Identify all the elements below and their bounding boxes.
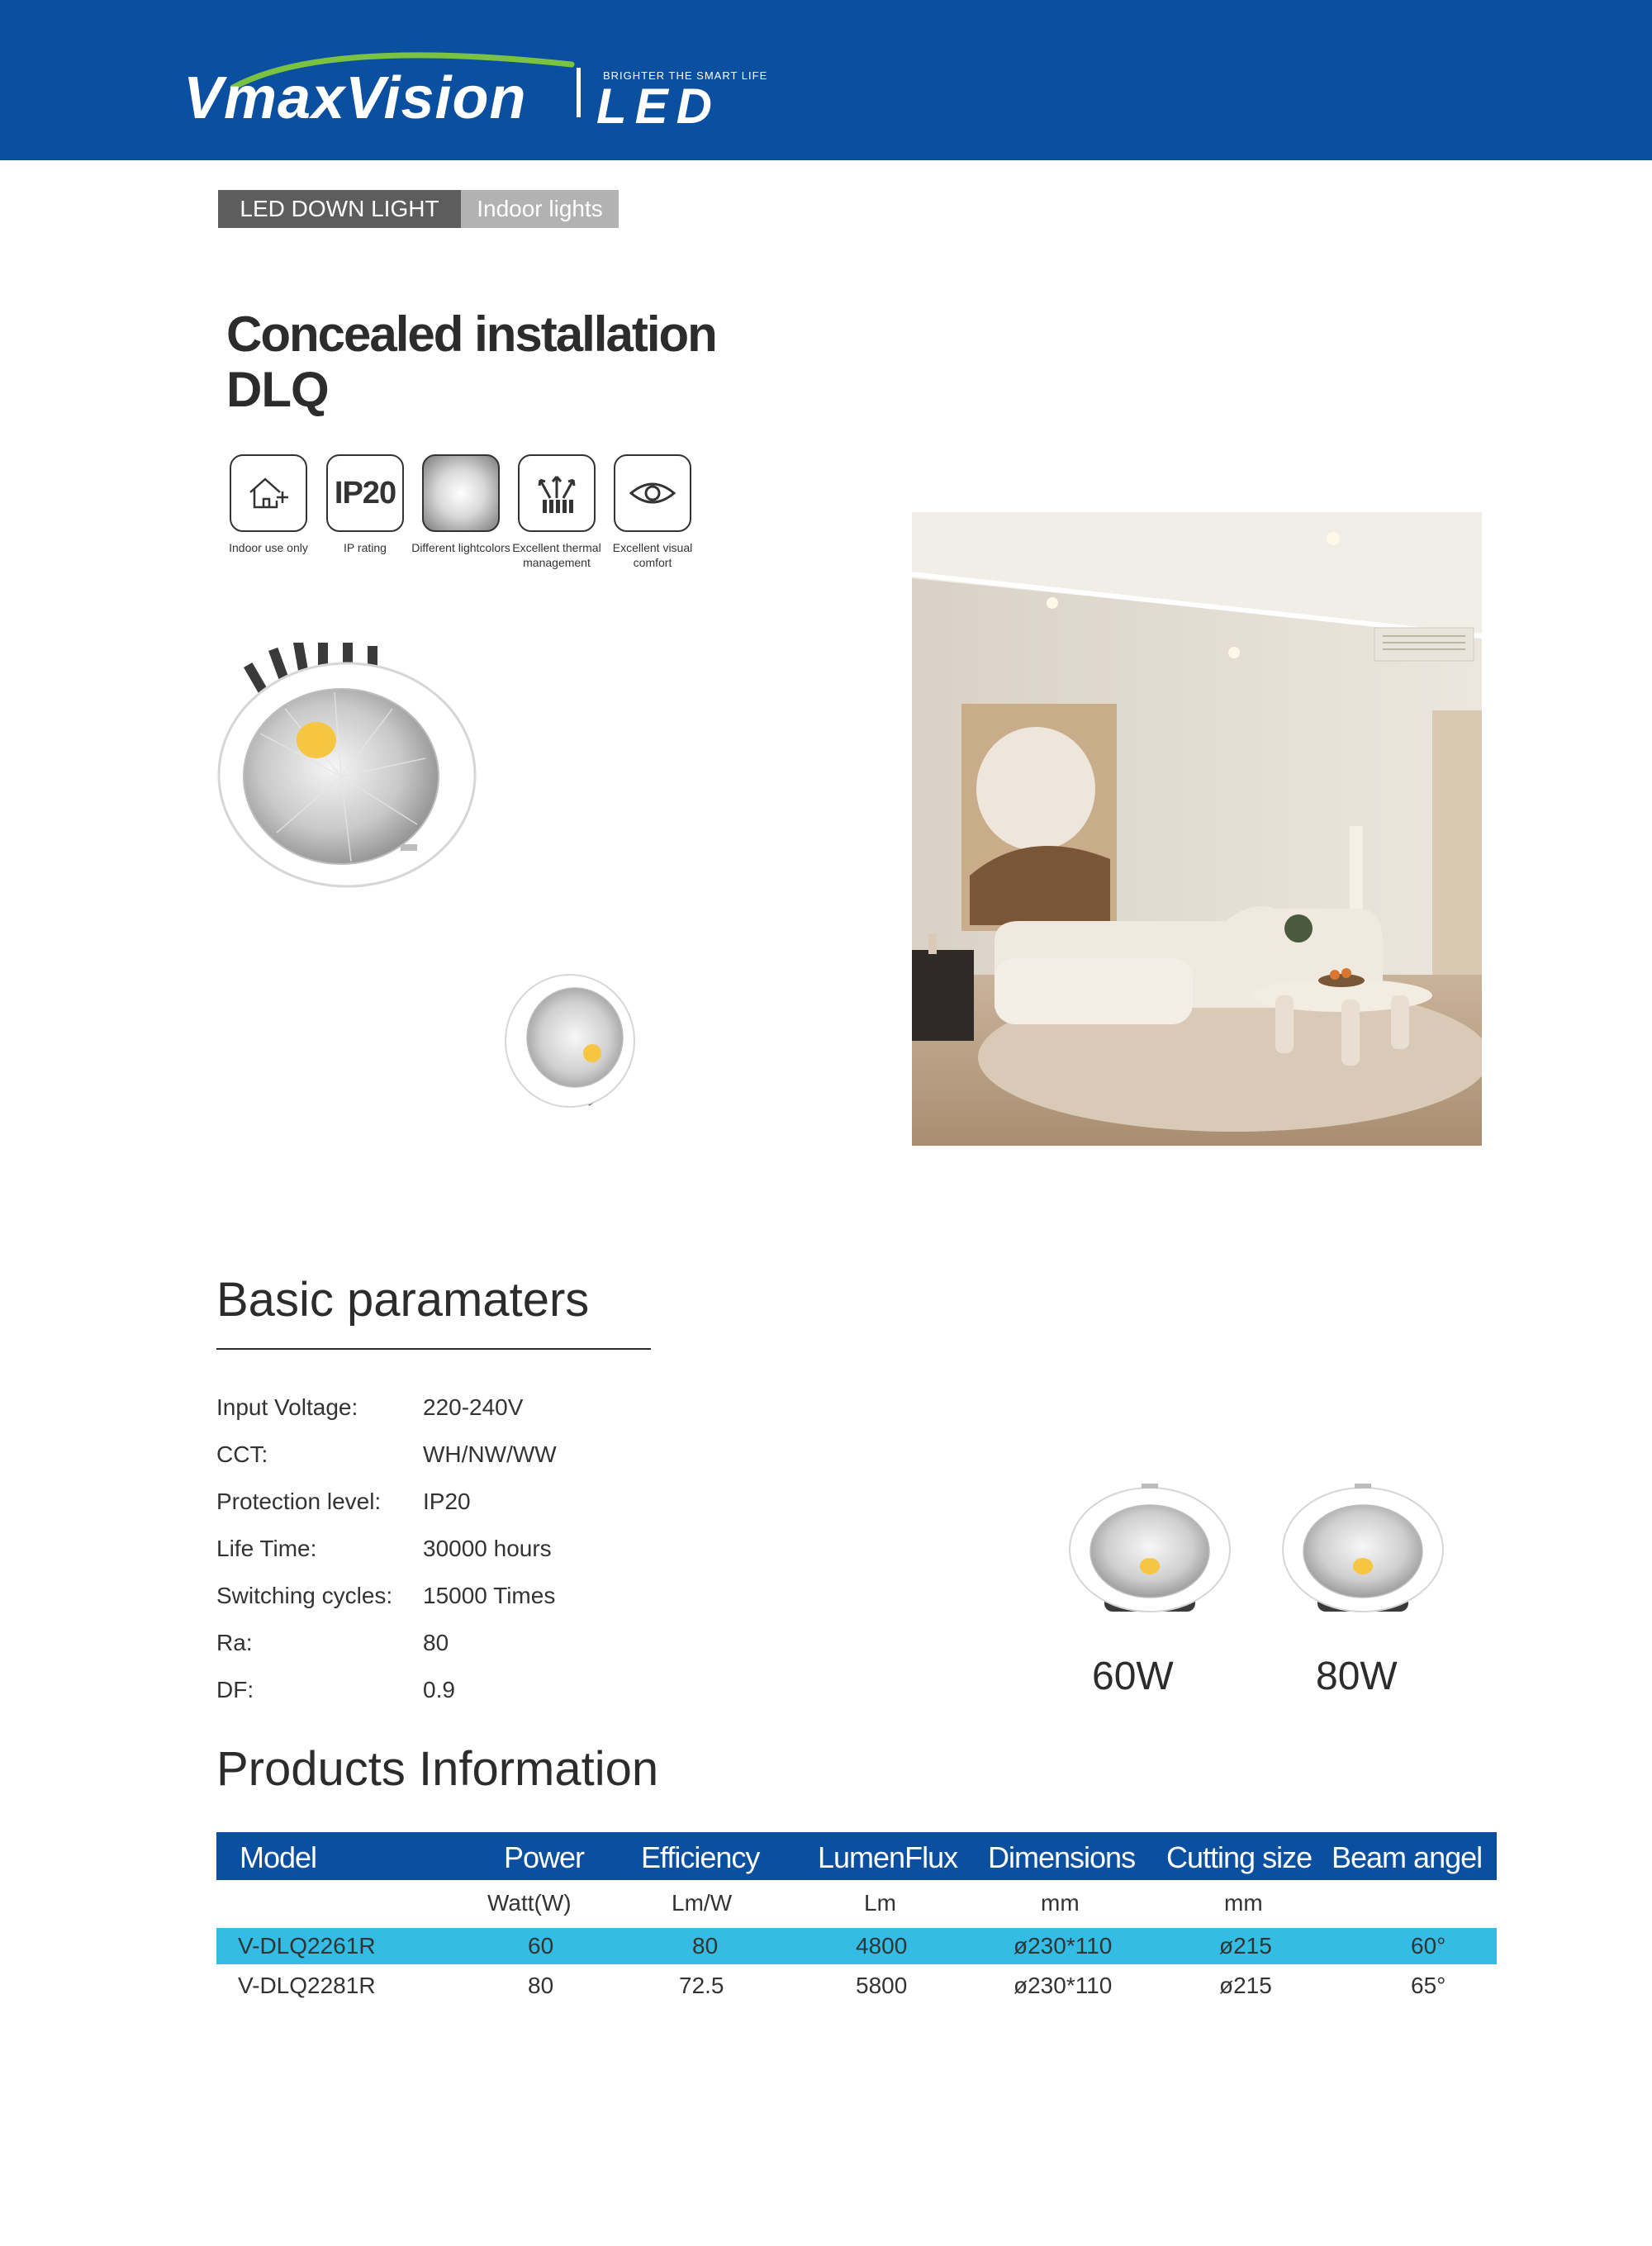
- ip20-icon: [326, 454, 404, 532]
- param-value: IP20: [423, 1489, 471, 1514]
- downlight-small-image: [504, 966, 644, 1111]
- brand-product-line: LED: [596, 78, 720, 134]
- column-header: Beam angel: [1332, 1840, 1483, 1874]
- param-value: 30000 hours: [423, 1536, 552, 1561]
- room-scene-image: [912, 512, 1482, 1146]
- param-label: DF:: [216, 1677, 254, 1702]
- variant-80w-image: [1280, 1484, 1446, 1624]
- column-unit: Lm/W: [672, 1890, 733, 1916]
- feature-label: Indoor use only: [229, 541, 308, 554]
- column-unit: mm: [1224, 1890, 1263, 1916]
- column-header: Cutting size: [1166, 1840, 1313, 1874]
- table-cell-cutting: ø215: [1219, 1973, 1272, 1998]
- feature-indoor: [215, 454, 322, 555]
- param-value: 80: [423, 1630, 449, 1655]
- feature-label: Excellent visual comfort: [612, 541, 693, 569]
- downlight-large-image: [211, 643, 491, 890]
- table-cell-lumen: 4800: [856, 1933, 908, 1959]
- feature-lightcolors: [407, 454, 515, 555]
- category-tag-secondary: Indoor lights: [461, 190, 619, 228]
- column-header: Efficiency: [641, 1840, 760, 1874]
- table-cell-power: 60: [528, 1933, 554, 1959]
- table-cell-lumen: 5800: [856, 1973, 908, 1998]
- feature-thermal: [503, 454, 610, 570]
- thermal-icon: [518, 454, 596, 532]
- param-value: 15000 Times: [423, 1583, 556, 1608]
- table-cell-efficiency: 80: [692, 1933, 719, 1959]
- ip20-badge-text: IP20: [334, 475, 396, 510]
- feature-ip-rating: [311, 454, 419, 555]
- eye-icon: [614, 454, 691, 532]
- table-cell-model: V-DLQ2281R: [238, 1973, 376, 1998]
- param-value: WH/NW/WW: [423, 1441, 557, 1467]
- variant-label-60w: 60W: [1092, 1655, 1174, 1698]
- variant-label-80w: 80W: [1316, 1655, 1398, 1698]
- table-cell-dimensions: ø230*110: [1014, 1973, 1113, 1998]
- lightcolor-icon: [422, 454, 500, 532]
- column-header: LumenFlux: [818, 1840, 958, 1874]
- table-cell-power: 80: [528, 1973, 554, 1998]
- column-header: Model: [240, 1840, 317, 1874]
- brand-tagline: BRIGHTER THE SMART LIFE: [603, 69, 768, 82]
- param-label: Ra:: [216, 1630, 253, 1655]
- feature-label: Different lightcolors: [411, 541, 510, 554]
- column-header: Power: [504, 1840, 585, 1874]
- param-value: 220-240V: [423, 1394, 524, 1420]
- params-heading: Basic paramaters: [216, 1273, 590, 1327]
- param-label: Switching cycles:: [216, 1583, 393, 1608]
- logo-divider: [577, 68, 581, 117]
- feature-label: IP rating: [344, 541, 387, 554]
- table-cell-cutting: ø215: [1219, 1933, 1272, 1959]
- products-heading: Products Information: [216, 1742, 659, 1796]
- product-model-title: DLQ: [226, 362, 329, 417]
- category-tag-primary: LED DOWN LIGHT: [218, 190, 461, 228]
- house-icon: [230, 454, 307, 532]
- param-label: Protection level:: [216, 1489, 382, 1514]
- column-header: Dimensions: [988, 1840, 1136, 1874]
- param-label: CCT:: [216, 1441, 268, 1467]
- column-unit: Watt(W): [487, 1890, 572, 1916]
- brand-logo: VmaxVision: [183, 65, 527, 131]
- variant-60w-image: [1067, 1484, 1232, 1624]
- table-cell-dimensions: ø230*110: [1014, 1933, 1113, 1959]
- feature-label: Excellent thermal management: [512, 541, 601, 569]
- params-divider: [216, 1348, 651, 1350]
- table-cell-model: V-DLQ2261R: [238, 1933, 376, 1959]
- param-value: 0.9: [423, 1677, 455, 1702]
- column-unit: Lm: [864, 1890, 896, 1916]
- product-title: Concealed installation: [226, 306, 716, 362]
- feature-visual-comfort: [599, 454, 706, 570]
- column-unit: mm: [1041, 1890, 1080, 1916]
- table-cell-beam: 65°: [1411, 1973, 1446, 1998]
- param-label: Life Time:: [216, 1536, 317, 1561]
- param-label: Input Voltage:: [216, 1394, 358, 1420]
- table-cell-beam: 60°: [1411, 1933, 1446, 1959]
- table-cell-efficiency: 72.5: [679, 1973, 724, 1998]
